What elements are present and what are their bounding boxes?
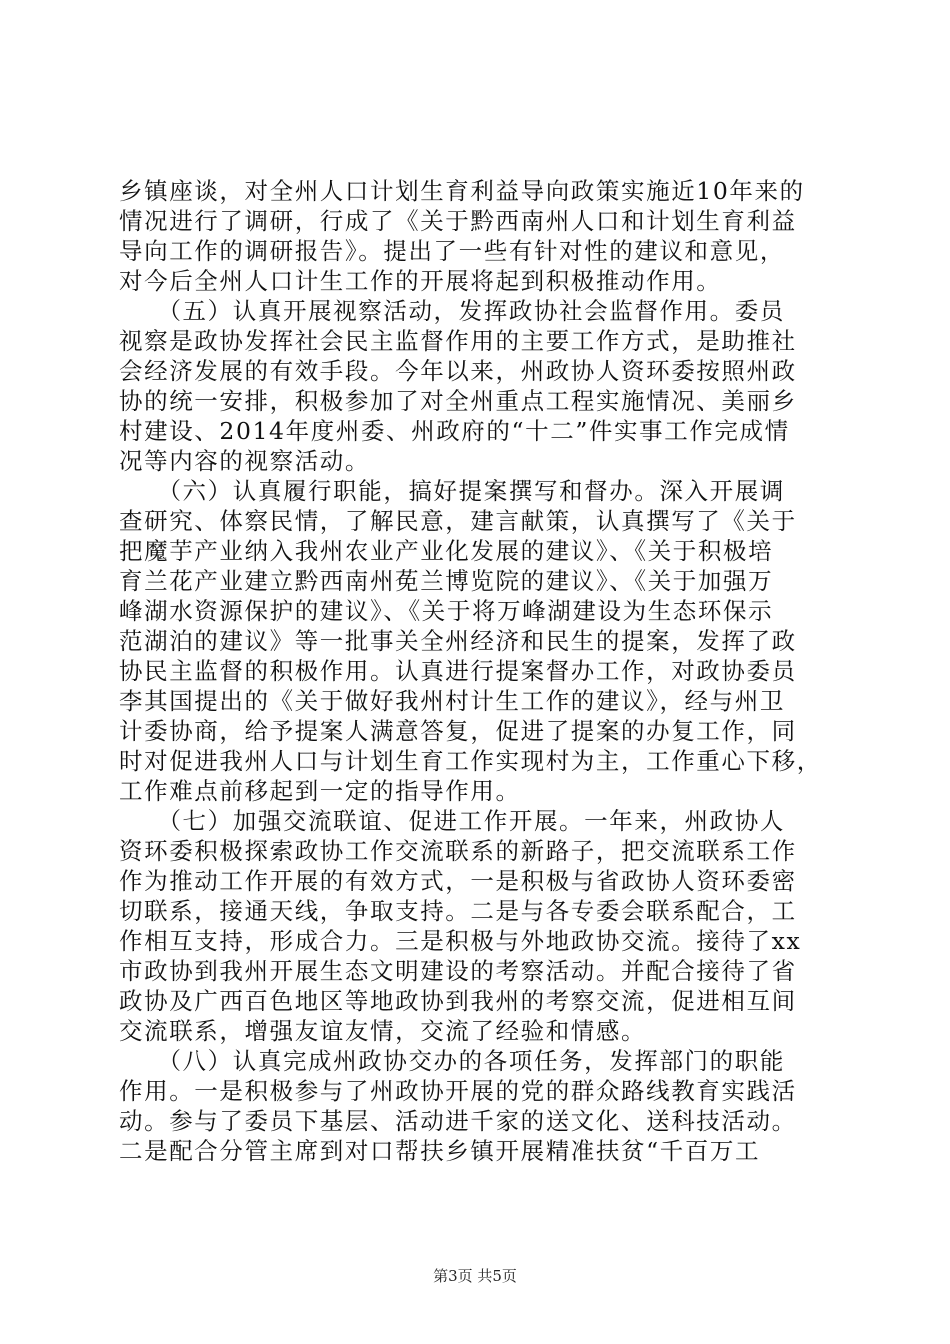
text-line: 二是配合分管主席到对口帮扶乡镇开展精准扶贫“千百万工 (119, 1137, 761, 1165)
text-line: （七）加强交流联谊、促进工作开展。一年来，州政协人 (119, 807, 785, 835)
text-line: 交流联系，增强友谊友情，交流了经验和情感。 (119, 1017, 647, 1045)
text-line: 作相互支持，形成合力。三是积极与外地政协交流。接待了xx (119, 927, 802, 955)
body-text (119, 176, 831, 1166)
text-line: 范湖泊的建议》等一批事关全州经济和民生的提案，发挥了政 (119, 627, 797, 655)
text-line: 视察是政协发挥社会民主监督作用的主要工作方式，是助推社 (119, 327, 797, 355)
text-line: 作用。一是积极参与了州政协开展的党的群众路线教育实践活 (119, 1077, 797, 1105)
page-number: 第3页 共5页 (433, 1267, 517, 1285)
text-line: （八）认真完成州政协交办的各项任务，发挥部门的职能 (119, 1047, 785, 1075)
text-line: 况等内容的视察活动。 (119, 447, 370, 475)
text-line: 乡镇座谈，对全州人口计划生育利益导向政策实施近10年来的 (119, 177, 805, 205)
text-line: 市政协到我州开展生态文明建设的考察活动。并配合接待了省 (119, 957, 797, 985)
page-footer (0, 1266, 950, 1286)
text-line: 会经济发展的有效手段。今年以来，州政协人资环委按照州政 (119, 357, 797, 385)
text-line: 导向工作的调研报告》。提出了一些有针对性的建议和意见， (119, 237, 785, 265)
text-line: 峰湖水资源保护的建议》、《关于将万峰湖建设为生态环保示 (119, 597, 774, 625)
text-line: 计委协商，给予提案人满意答复，促进了提案的办复工作，同 (119, 717, 797, 745)
text-line: 资环委积极探索政协工作交流联系的新路子，把交流联系工作 (119, 837, 797, 865)
text-line: 村建设、2014年度州委、州政府的“十二”件实事工作完成情 (119, 417, 790, 445)
text-line: 李其国提出的《关于做好我州村计生工作的建议》，经与州卫 (119, 687, 785, 715)
text-line: 工作难点前移起到一定的指导作用。 (119, 777, 521, 805)
text-line: 协的统一安排，积极参加了对全州重点工程实施情况、美丽乡 (119, 387, 797, 415)
text-line: 对今后全州人口计生工作的开展将起到积极推动作用。 (119, 267, 722, 295)
text-line: 时对促进我州人口与计划生育工作实现村为主，工作重心下移， (119, 747, 822, 775)
text-line: 把魔芋产业纳入我州农业产业化发展的建议》、《关于积极培 (119, 537, 774, 565)
text-line: 作为推动工作开展的有效方式，一是积极与省政协人资环委密 (119, 867, 797, 895)
text-line: 协民主监督的积极作用。认真进行提案督办工作，对政协委员 (119, 657, 797, 685)
text-line: 情况进行了调研，行成了《关于黔西南州人口和计划生育利益 (119, 207, 797, 235)
text-line: 政协及广西百色地区等地政协到我州的考察交流，促进相互间 (119, 987, 797, 1015)
text-line: 查研究、体察民情，了解民意，建言献策，认真撰写了《关于 (119, 507, 797, 535)
text-line: 动。参与了委员下基层、活动进千家的送文化、送科技活动。 (119, 1107, 797, 1135)
text-line: 切联系，接通天线，争取支持。二是与各专委会联系配合，工 (119, 897, 797, 925)
text-line: 育兰花产业建立黔西南州莬兰博览院的建议》、《关于加强万 (119, 567, 774, 595)
text-line: （六）认真履行职能，搞好提案撰写和督办。深入开展调 (119, 477, 785, 505)
text-line: （五）认真开展视察活动，发挥政协社会监督作用。委员 (119, 297, 785, 325)
